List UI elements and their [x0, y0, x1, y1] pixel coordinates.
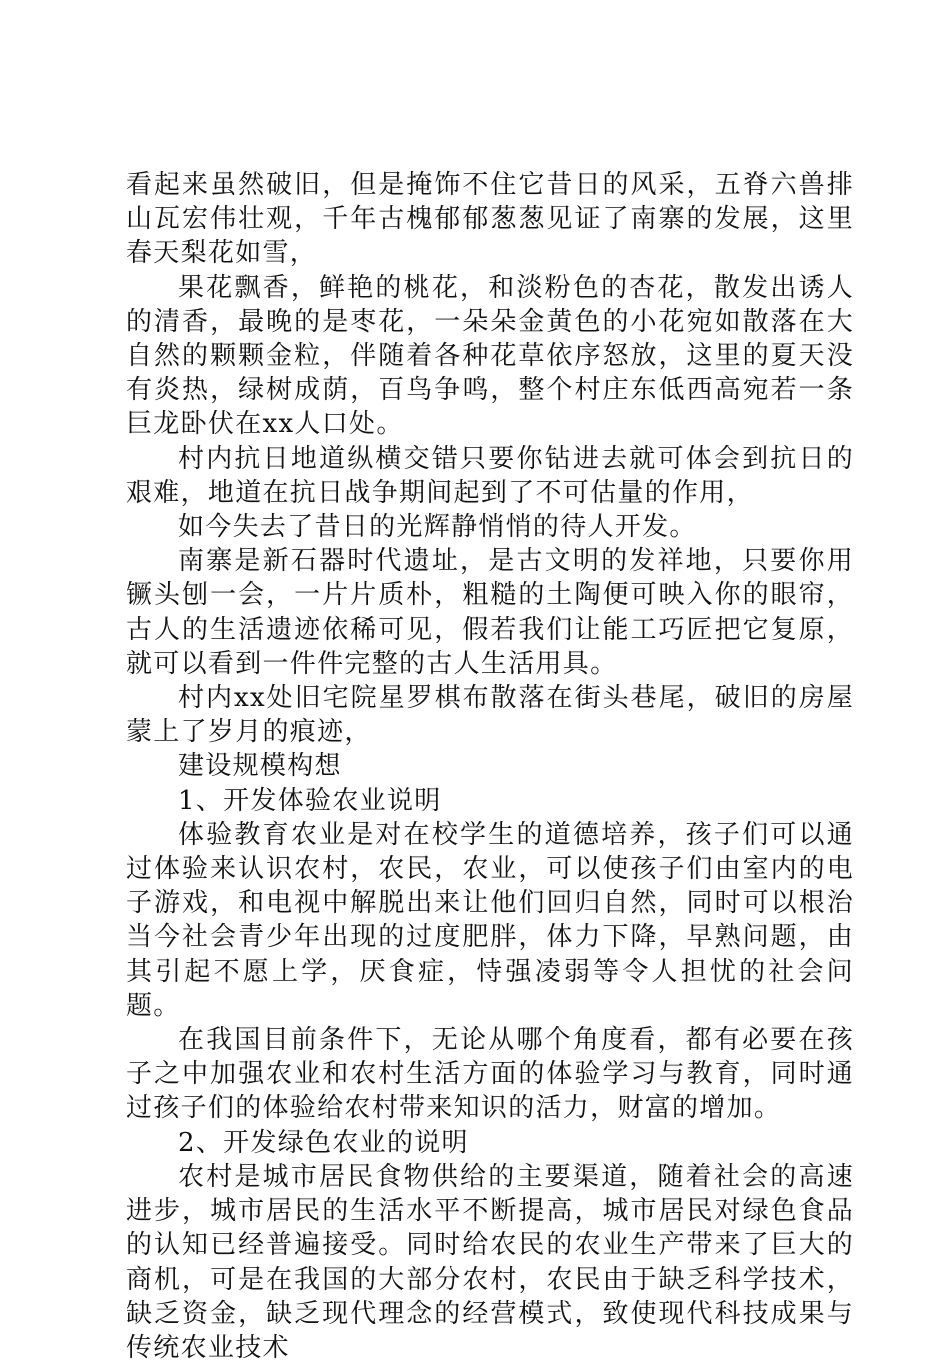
paragraph-neolithic-site: 南寨是新石器时代遗址，是古文明的发祥地，只要你用镢头刨一会，一片片质朴，粗糙的土陶便可映入你的眼帘，古人的生活遗迹依稀可见，假若我们让能工巧匠把它复原，就可以看到一件件完整的古人生活用具。: [126, 546, 854, 679]
paragraph-rural-supply: 农村是城市居民食物供给的主要渠道，随着社会的高速进步，城市居民的生活水平不断提高，城市居民对绿色食品的认知已经普遍接受。同时给农民的农业生产带来了巨大的商机，可是在我国的大部分农村，农民由于缺乏科学技术，缺乏资金，缺乏现代理念的经营模式，致使现代科技成果与传统农业技术: [126, 1161, 854, 1363]
paragraph-flowers: 果花飘香，鲜艳的桃花，和淡粉色的杏花，散发出诱人的清香，最晚的是枣花，一朵朵金黄色的小花宛如散落在大自然的颗颗金粒，伴随着各种花草依序怒放，这里的夏天没有炎热，绿树成荫，百鸟争鸣，整个村庄东低西高宛若一条巨龙卧伏在xx人口处。: [126, 272, 854, 440]
document-body: [126, 168, 854, 1365]
paragraph-development: 如今失去了昔日的光辉静悄悄的待人开发。: [178, 512, 697, 543]
paragraph-continuation: 看起来虽然破旧，但是掩饰不住它昔日的风采，五脊六兽排山瓦宏伟壮观，千年古槐郁郁葱葱见证了南寨的发展，这里春天梨花如雪，: [126, 170, 854, 269]
paragraph-current-conditions: 在我国目前条件下，无论从哪个角度看，都有必要在孩子之中加强农业和农村生活方面的体验学习与教育，同时通过孩子们的体验给农村带来知识的活力，财富的增加。: [126, 1025, 854, 1124]
paragraph-tunnels: 村内抗日地道纵横交错只要你钻进去就可体会到抗日的艰难，地道在抗日战争期间起到了不可估量的作用，: [126, 443, 854, 508]
paragraph-experience-education: 体验教育农业是对在校学生的道德培养，孩子们可以通过体验来认识农村，农民，农业，可以使孩子们由室内的电子游戏，和电视中解脱出来让他们回归自然，同时可以根治当今社会青少年出现的过度肥胖，体力下降，早熟问题，由其引起不愿上学，厌食症，恃强凌弱等令人担忧的社会问题。: [126, 819, 854, 1021]
subheading-green-agriculture: 2、开发绿色农业的说明: [178, 1127, 469, 1158]
paragraph-old-houses: 村内xx处旧宅院星罗棋布散落在街头巷尾，破旧的房屋蒙上了岁月的痕迹，: [126, 683, 854, 748]
subheading-experience-agriculture: 1、开发体验农业说明: [178, 785, 442, 816]
section-heading-construction-plan: 建设规模构想: [178, 751, 342, 782]
